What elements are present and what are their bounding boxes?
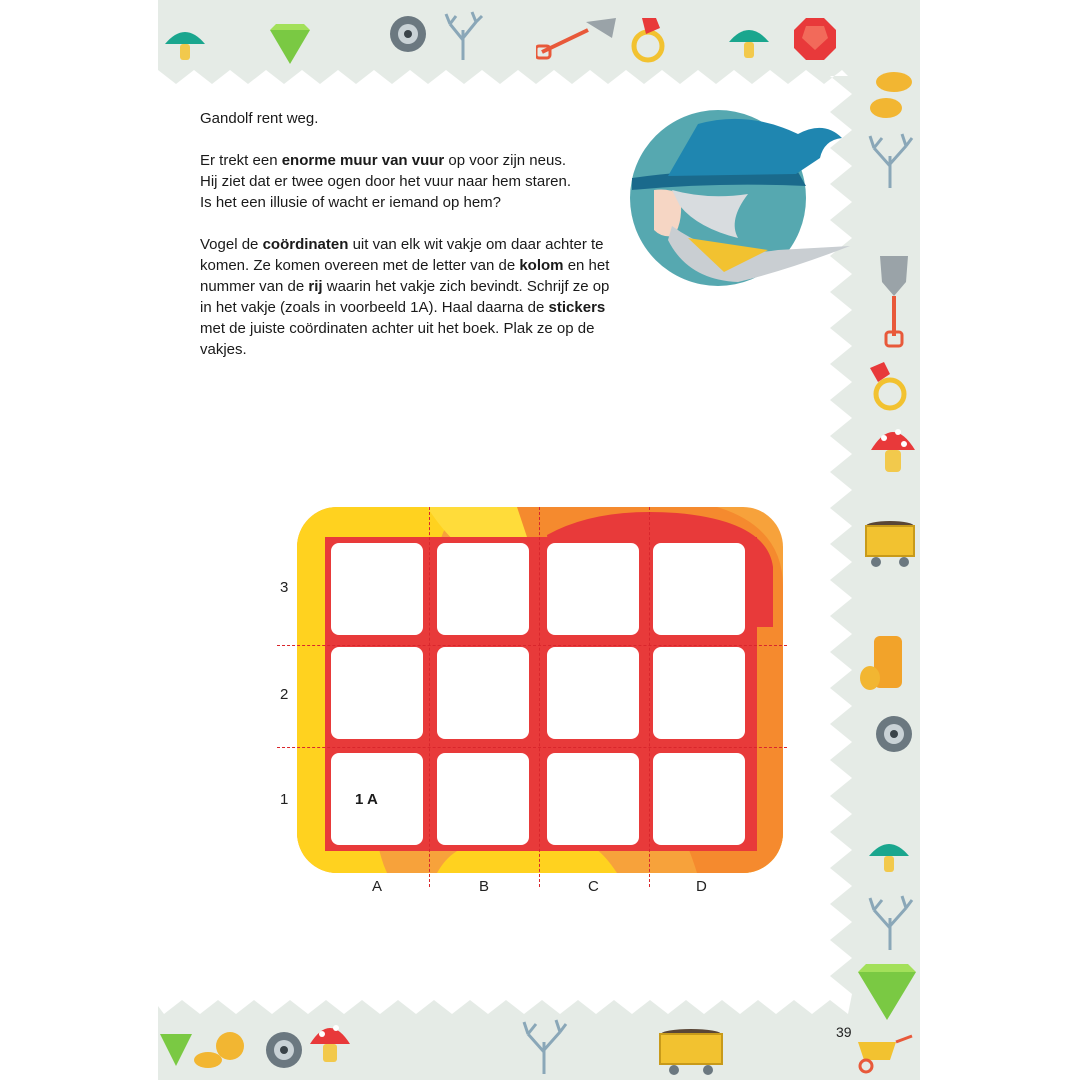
row-label-2: 2	[280, 686, 289, 703]
coin-icon	[858, 632, 906, 696]
column-label-b: B	[479, 878, 490, 895]
coral-icon	[864, 892, 916, 952]
column-label-d: D	[696, 878, 707, 895]
coral-icon	[518, 1016, 570, 1076]
row-guide-line	[277, 747, 787, 748]
grid-cell-b2[interactable]	[437, 647, 529, 739]
grid-cell-c1[interactable]	[547, 753, 639, 845]
mushroom-icon	[868, 420, 918, 478]
text-span: waarin het vakje zich bevindt. Schrijf ze op in het vakje (zoals in voorbeeld 1A). Haal daarna de	[200, 278, 610, 316]
minecart-icon	[862, 518, 918, 570]
grid-cell-a2[interactable]	[331, 647, 423, 739]
coin-icon	[192, 1028, 248, 1072]
grid-cell-b3[interactable]	[437, 543, 529, 635]
column-label-a: A	[372, 878, 383, 895]
tornado-icon	[262, 1028, 306, 1072]
gem-icon	[158, 1026, 194, 1070]
column-guide-line	[649, 507, 650, 887]
gem-icon	[266, 20, 314, 68]
grid-cell-d3[interactable]	[653, 543, 745, 635]
mushroom-icon	[726, 20, 772, 62]
minecart-icon	[656, 1026, 726, 1078]
ring-icon	[628, 14, 668, 66]
text-span: Vogel de	[200, 236, 263, 253]
gem-icon	[856, 962, 918, 1022]
grid-cell-d1[interactable]	[653, 753, 745, 845]
text-span: en het nummer van de	[200, 257, 610, 295]
story-intro: Gandolf rent weg.	[200, 110, 319, 127]
tornado-icon	[386, 12, 430, 56]
grid-cell-d2[interactable]	[653, 647, 745, 739]
coordinate-grid	[297, 507, 783, 873]
bold-text: enorme muur van vuur	[281, 152, 445, 169]
bold-text: coördinaten	[262, 236, 349, 253]
column-guide-line	[539, 507, 540, 887]
text-span: Hij ziet dat er twee ogen door het vuur naar hem staren.	[200, 173, 572, 190]
row-label-1: 1	[280, 791, 289, 808]
wizard-illustration	[628, 110, 850, 292]
text-span: op voor zijn neus.	[444, 152, 566, 169]
wheelbarrow-icon	[852, 1034, 914, 1076]
grid-cell-c2[interactable]	[547, 647, 639, 739]
bold-text: stickers	[548, 299, 606, 316]
shovel-icon	[536, 12, 622, 62]
mushroom-icon	[308, 1018, 352, 1070]
page-number: 39	[836, 1024, 852, 1040]
text-span: met de juiste coördinaten achter uit het boek. Plak ze op de vakjes.	[200, 320, 595, 358]
column-label-c: C	[588, 878, 599, 895]
fire-grid-graphic	[297, 507, 783, 873]
tornado-icon	[872, 712, 916, 756]
text-span: Er trekt een	[200, 152, 282, 169]
text-span: Is het een illusie of wacht er iemand op hem?	[200, 194, 502, 211]
grid-cell-b1[interactable]	[437, 753, 529, 845]
story-text	[200, 108, 620, 381]
ring-icon	[866, 360, 910, 414]
column-guide-line	[429, 507, 430, 887]
grid-cell-c3[interactable]	[547, 543, 639, 635]
text-span: uit van elk wit vakje om daar achter te komen. Ze komen overeen met de letter van de	[200, 236, 604, 274]
mushroom-icon	[866, 834, 912, 878]
story-paragraph	[200, 150, 620, 213]
coin-icon	[866, 68, 914, 126]
grid-cell-a3[interactable]	[331, 543, 423, 635]
bold-text: rij	[308, 278, 323, 295]
bold-text: kolom	[519, 257, 564, 274]
gem-icon	[792, 16, 838, 62]
shovel-icon	[874, 252, 914, 350]
row-guide-line	[277, 645, 787, 646]
coral-icon	[864, 130, 916, 190]
instructions-paragraph	[200, 234, 620, 360]
coral-icon	[442, 10, 484, 62]
row-label-3: 3	[280, 579, 289, 596]
mushroom-icon	[162, 22, 208, 64]
example-coordinate: 1 A	[355, 791, 378, 808]
